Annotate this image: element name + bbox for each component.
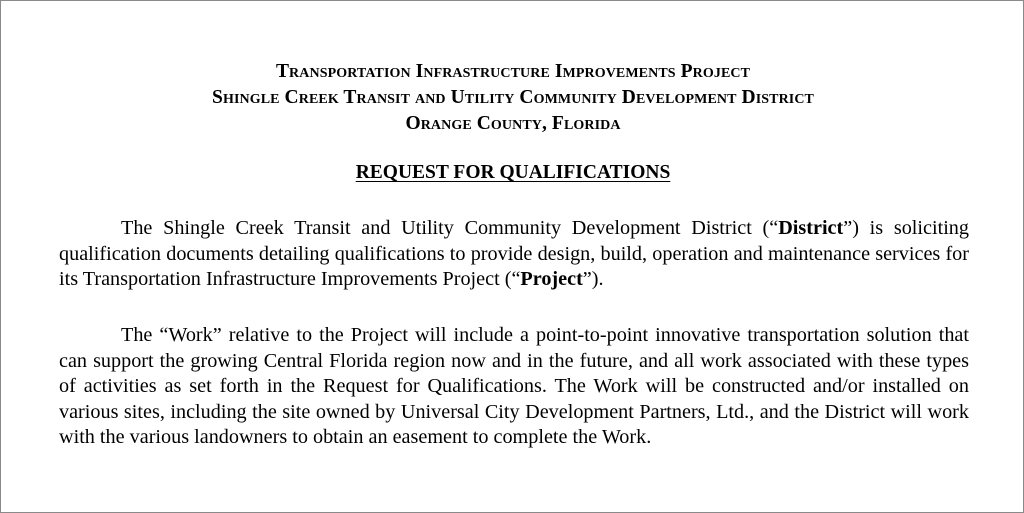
paragraph-work	[59, 323, 969, 451]
document-title	[1, 161, 1024, 185]
paragraph-work-text: The “Work” relative to the Project will include a point-to-point innovative transportation solution that can support the growing Central Florida region now and in the future, and all work associated with these types of activities as set forth in the Request for Qualifications. The Work will be constructed and/or installed on various sites, including the site owned by Universal City Development Partners, Ltd., and the District will work with the various landowners to obtain an easement to complete the Work.	[59, 324, 969, 448]
district-name: Shingle Creek Transit and Utility Community Development District	[212, 87, 814, 108]
paragraph-intro-bold-project: Project	[520, 268, 583, 290]
paragraph-intro-part3: ”).	[582, 268, 604, 290]
county-name: Orange County, Florida	[405, 113, 621, 134]
project-title: Transportation Infrastructure Improvements Project	[275, 61, 751, 82]
document-title-text: REQUEST FOR QUALIFICATIONS	[355, 162, 671, 183]
paragraph-intro-bold-district: District	[778, 217, 844, 239]
paragraph-intro	[59, 216, 969, 293]
paragraph-intro-part1: The Shingle Creek Transit and Utility Community Development District (“	[121, 217, 779, 239]
document-header	[1, 59, 1024, 137]
paragraph-intro-part2: ”) is soliciting qualification documents detailing qualifications to provide design, build, operation and maintenance services for its Transportation Infrastructure Improvements Project (“	[59, 217, 969, 290]
